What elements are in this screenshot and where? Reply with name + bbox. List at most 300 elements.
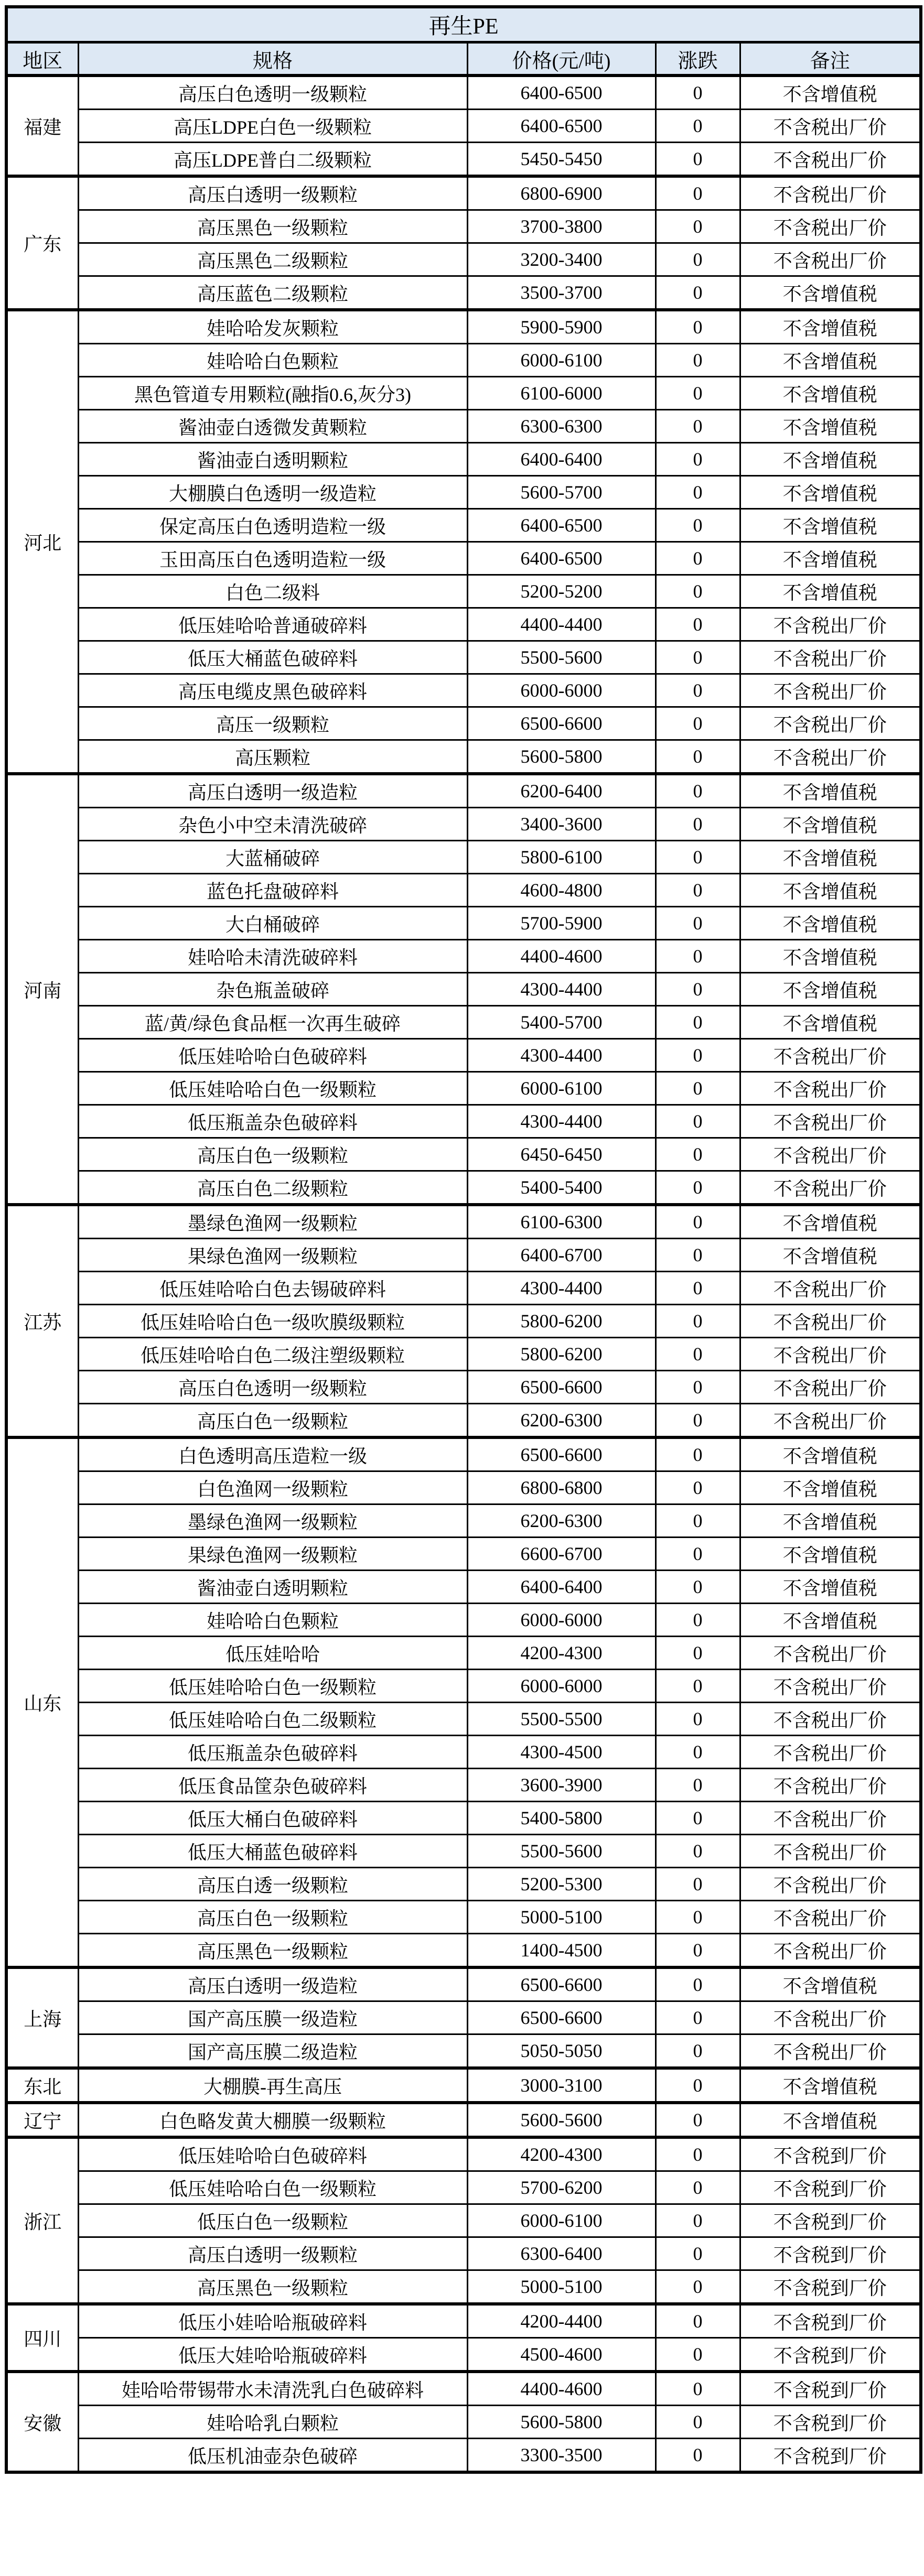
change-cell: 0 [656,608,740,641]
price-cell: 3400-3600 [467,808,656,841]
spec-cell: 酱油壶白透明颗粒 [78,1571,467,1604]
region-name: 福建 [6,75,78,176]
change-cell: 0 [656,740,740,774]
note-cell: 不含税出厂价 [740,1272,921,1305]
price-cell: 6400-6700 [467,1239,656,1272]
price-cell: 6500-6600 [467,1967,656,2001]
table-row [6,509,921,542]
change-cell: 0 [656,344,740,377]
note-cell: 不含增值税 [740,344,921,377]
price-cell: 4200-4300 [467,2137,656,2171]
spec-cell: 高压白透明一级造粒 [78,774,467,808]
column-header-row [6,42,921,76]
change-cell: 0 [656,2338,740,2372]
price-cell: 4200-4300 [467,1637,656,1670]
spec-cell: 低压瓶盖杂色破碎料 [78,1736,467,1769]
change-cell: 0 [656,2068,740,2103]
price-cell: 4300-4400 [467,973,656,1006]
price-cell: 6500-6600 [467,1437,656,1471]
note-cell: 不含税出厂价 [740,1835,921,1868]
price-cell: 3500-3700 [467,276,656,310]
change-cell: 0 [656,1305,740,1338]
price-cell: 6450-6450 [467,1138,656,1171]
price-cell: 4300-4500 [467,1736,656,1769]
note-cell: 不含税到厂价 [740,2372,921,2406]
change-cell: 0 [656,674,740,707]
change-cell: 0 [656,641,740,674]
change-cell: 0 [656,1604,740,1637]
change-cell: 0 [656,110,740,143]
change-cell: 0 [656,1736,740,1769]
spec-cell: 低压食品筐杂色破碎料 [78,1769,467,1802]
table-row [6,2204,921,2237]
note-cell: 不含税出厂价 [740,1105,921,1138]
spec-cell: 高压LDPE白色一级颗粒 [78,110,467,143]
change-cell: 0 [656,143,740,177]
spec-cell: 高压黑色二级颗粒 [78,243,467,276]
change-cell: 0 [656,973,740,1006]
price-cell: 6300-6300 [467,410,656,443]
title-row [6,7,921,42]
table-row [6,1305,921,1338]
price-cell: 4300-4400 [467,1272,656,1305]
price-cell: 3200-3400 [467,243,656,276]
note-cell: 不含税出厂价 [740,1703,921,1736]
table-row [6,2034,921,2069]
table-row [6,1901,921,1934]
note-cell: 不含税出厂价 [740,740,921,774]
price-cell: 3000-3100 [467,2068,656,2103]
table-row [6,1736,921,1769]
note-cell: 不含增值税 [740,841,921,874]
spec-cell: 高压一级颗粒 [78,707,467,740]
col-header-spec: 规格 [78,42,467,76]
table-row [6,641,921,674]
change-cell: 0 [656,1437,740,1471]
price-cell: 6300-6400 [467,2237,656,2270]
price-cell: 5800-6200 [467,1338,656,1371]
price-cell: 5600-5800 [467,740,656,774]
table-row [6,1371,921,1404]
change-cell: 0 [656,1703,740,1736]
note-cell: 不含增值税 [740,75,921,110]
price-cell: 4200-4400 [467,2304,656,2338]
price-cell: 5700-6200 [467,2171,656,2204]
price-cell: 5450-5450 [467,143,656,177]
note-cell: 不含增值税 [740,1967,921,2001]
table-row [6,1338,921,1371]
change-cell: 0 [656,1072,740,1105]
spec-cell: 果绿色渔网一级颗粒 [78,1239,467,1272]
spec-cell: 低压大桶蓝色破碎料 [78,1835,467,1868]
change-cell: 0 [656,509,740,542]
spec-cell: 白色渔网一级颗粒 [78,1471,467,1505]
change-cell: 0 [656,410,740,443]
spec-cell: 杂色小中空未清洗破碎 [78,808,467,841]
price-cell: 6000-6000 [467,1670,656,1703]
price-cell: 5200-5200 [467,575,656,608]
price-cell: 4400-4400 [467,608,656,641]
table-row [6,1205,921,1239]
change-cell: 0 [656,1105,740,1138]
price-cell: 6000-6000 [467,674,656,707]
change-cell: 0 [656,1505,740,1538]
note-cell: 不含税出厂价 [740,1736,921,1769]
change-cell: 0 [656,808,740,841]
note-cell: 不含税出厂价 [740,1637,921,1670]
change-cell: 0 [656,1371,740,1404]
spec-cell: 高压LDPE普白二级颗粒 [78,143,467,177]
table-row [6,476,921,509]
change-cell: 0 [656,2034,740,2069]
change-cell: 0 [656,377,740,410]
table-row [6,2171,921,2204]
note-cell: 不含增值税 [740,575,921,608]
note-cell: 不含税到厂价 [740,2338,921,2372]
price-table-body [6,75,921,2472]
price-table [5,5,922,2474]
spec-cell: 白色二级料 [78,575,467,608]
note-cell: 不含税到厂价 [740,2204,921,2237]
table-row [6,377,921,410]
region-name: 浙江 [6,2137,78,2304]
spec-cell: 大棚膜-再生高压 [78,2068,467,2103]
note-cell: 不含增值税 [740,542,921,575]
table-row [6,1967,921,2001]
change-cell: 0 [656,2304,740,2338]
note-cell: 不含增值税 [740,1205,921,1239]
spec-cell: 国产高压膜二级造粒 [78,2034,467,2069]
price-cell: 6000-6000 [467,1604,656,1637]
table-row [6,1538,921,1571]
spec-cell: 低压白色一级颗粒 [78,2204,467,2237]
table-row [6,1138,921,1171]
note-cell: 不含税出厂价 [740,1039,921,1072]
spec-cell: 低压娃哈哈白色破碎料 [78,1039,467,1072]
change-cell: 0 [656,310,740,344]
note-cell: 不含税到厂价 [740,2439,921,2473]
table-row [6,1703,921,1736]
table-row [6,1769,921,1802]
note-cell: 不含税到厂价 [740,2270,921,2304]
spec-cell: 娃哈哈白色颗粒 [78,344,467,377]
change-cell: 0 [656,1039,740,1072]
table-row [6,2372,921,2406]
note-cell: 不含增值税 [740,443,921,476]
region-name: 河北 [6,310,78,774]
change-cell: 0 [656,1967,740,2001]
spec-cell: 高压白色一级颗粒 [78,1404,467,1438]
table-title: 再生PE [6,7,921,42]
change-cell: 0 [656,2270,740,2304]
change-cell: 0 [656,476,740,509]
spec-cell: 娃哈哈白色颗粒 [78,1604,467,1637]
spec-cell: 低压机油壶杂色破碎 [78,2439,467,2473]
change-cell: 0 [656,907,740,940]
spec-cell: 低压瓶盖杂色破碎料 [78,1105,467,1138]
table-row [6,176,921,210]
change-cell: 0 [656,542,740,575]
spec-cell: 高压白色一级颗粒 [78,1138,467,1171]
spec-cell: 低压娃哈哈白色破碎料 [78,2137,467,2171]
note-cell: 不含税出厂价 [740,1802,921,1835]
change-cell: 0 [656,276,740,310]
table-row [6,707,921,740]
note-cell: 不含增值税 [740,1239,921,1272]
price-cell: 6000-6100 [467,2204,656,2237]
change-cell: 0 [656,1338,740,1371]
note-cell: 不含增值税 [740,1604,921,1637]
spec-cell: 白色略发黄大棚膜一级颗粒 [78,2103,467,2137]
change-cell: 0 [656,243,740,276]
note-cell: 不含税出厂价 [740,1171,921,1205]
table-row [6,2338,921,2372]
table-row [6,1272,921,1305]
price-cell: 5800-6100 [467,841,656,874]
price-cell: 5900-5900 [467,310,656,344]
price-cell: 4300-4400 [467,1105,656,1138]
table-row [6,608,921,641]
table-row [6,1802,921,1835]
note-cell: 不含税出厂价 [740,143,921,177]
note-cell: 不含税出厂价 [740,1371,921,1404]
spec-cell: 白色透明高压造粒一级 [78,1437,467,1471]
price-cell: 5400-5700 [467,1006,656,1039]
note-cell: 不含税到厂价 [740,2237,921,2270]
change-cell: 0 [656,176,740,210]
note-cell: 不含增值税 [740,476,921,509]
spec-cell: 娃哈哈未清洗破碎料 [78,940,467,973]
spec-cell: 高压黑色一级颗粒 [78,210,467,243]
region-name: 广东 [6,176,78,310]
table-row [6,542,921,575]
note-cell: 不含税出厂价 [740,641,921,674]
table-row [6,310,921,344]
change-cell: 0 [656,1171,740,1205]
table-row [6,2304,921,2338]
region-name: 东北 [6,2068,78,2103]
spec-cell: 高压黑色一级颗粒 [78,2270,467,2304]
table-row [6,110,921,143]
table-row [6,2270,921,2304]
col-header-price: 价格(元/吨) [467,42,656,76]
table-row [6,808,921,841]
price-cell: 4400-4600 [467,940,656,973]
table-row [6,243,921,276]
change-cell: 0 [656,443,740,476]
price-cell: 5600-5700 [467,476,656,509]
price-cell: 6200-6400 [467,774,656,808]
price-cell: 5800-6200 [467,1305,656,1338]
price-cell: 5500-5600 [467,1835,656,1868]
spec-cell: 墨绿色渔网一级颗粒 [78,1505,467,1538]
note-cell: 不含增值税 [740,509,921,542]
note-cell: 不含税出厂价 [740,1305,921,1338]
change-cell: 0 [656,1868,740,1901]
note-cell: 不含增值税 [740,907,921,940]
table-row [6,874,921,907]
change-cell: 0 [656,2103,740,2137]
price-cell: 5000-5100 [467,1901,656,1934]
table-row [6,276,921,310]
price-cell: 6000-6100 [467,1072,656,1105]
table-row [6,1670,921,1703]
spec-cell: 酱油壶白透微发黄颗粒 [78,410,467,443]
note-cell: 不含税出厂价 [740,110,921,143]
change-cell: 0 [656,1205,740,1239]
spec-cell: 果绿色渔网一级颗粒 [78,1538,467,1571]
table-row [6,1604,921,1637]
spec-cell: 娃哈哈发灰颗粒 [78,310,467,344]
table-row [6,973,921,1006]
note-cell: 不含税出厂价 [740,2034,921,2069]
note-cell: 不含税出厂价 [740,1901,921,1934]
note-cell: 不含增值税 [740,940,921,973]
note-cell: 不含增值税 [740,973,921,1006]
region-name: 河南 [6,774,78,1205]
col-header-note: 备注 [740,42,921,76]
price-cell: 5200-5300 [467,1868,656,1901]
region-name: 四川 [6,2304,78,2372]
table-row [6,443,921,476]
spec-cell: 娃哈哈带锡带水未清洗乳白色破碎料 [78,2372,467,2406]
spec-cell: 玉田高压白色透明造粒一级 [78,542,467,575]
note-cell: 不含增值税 [740,1006,921,1039]
price-cell: 5700-5900 [467,907,656,940]
spec-cell: 大白桶破碎 [78,907,467,940]
change-cell: 0 [656,1934,740,1968]
note-cell: 不含税出厂价 [740,1404,921,1438]
change-cell: 0 [656,1471,740,1505]
price-cell: 6400-6500 [467,110,656,143]
spec-cell: 高压白色二级颗粒 [78,1171,467,1205]
table-row [6,1239,921,1272]
table-row [6,740,921,774]
table-row [6,1404,921,1438]
table-row [6,2068,921,2103]
price-cell: 6400-6500 [467,509,656,542]
spec-cell: 高压白透明一级颗粒 [78,176,467,210]
spec-cell: 低压娃哈哈白色二级注塑级颗粒 [78,1338,467,1371]
price-cell: 4500-4600 [467,2338,656,2372]
price-cell: 5050-5050 [467,2034,656,2069]
spec-cell: 低压小娃哈哈瓶破碎料 [78,2304,467,2338]
note-cell: 不含税到厂价 [740,2137,921,2171]
region-name: 山东 [6,1437,78,1967]
table-row [6,210,921,243]
spec-cell: 低压娃哈哈白色一级吹膜级颗粒 [78,1305,467,1338]
spec-cell: 大棚膜白色透明一级造粒 [78,476,467,509]
spec-cell: 国产高压膜一级造粒 [78,2001,467,2034]
spec-cell: 高压白色透明一级颗粒 [78,1371,467,1404]
table-row [6,75,921,110]
note-cell: 不含税出厂价 [740,210,921,243]
table-row [6,1868,921,1901]
spec-cell: 低压娃哈哈白色一级颗粒 [78,2171,467,2204]
note-cell: 不含税出厂价 [740,1868,921,1901]
price-cell: 6500-6600 [467,1371,656,1404]
price-cell: 1400-4500 [467,1934,656,1968]
change-cell: 0 [656,75,740,110]
table-row [6,1505,921,1538]
table-row [6,1171,921,1205]
note-cell: 不含税出厂价 [740,608,921,641]
table-row [6,1835,921,1868]
table-row [6,1039,921,1072]
spec-cell: 低压娃哈哈白色二级颗粒 [78,1703,467,1736]
change-cell: 0 [656,2372,740,2406]
change-cell: 0 [656,1006,740,1039]
note-cell: 不含税到厂价 [740,2406,921,2439]
col-header-change: 涨跌 [656,42,740,76]
change-cell: 0 [656,1901,740,1934]
price-cell: 6400-6500 [467,75,656,110]
table-row [6,143,921,177]
change-cell: 0 [656,1802,740,1835]
note-cell: 不含税出厂价 [740,1138,921,1171]
spec-cell: 杂色瓶盖破碎 [78,973,467,1006]
price-cell: 6600-6700 [467,1538,656,1571]
table-row [6,1437,921,1471]
note-cell: 不含税出厂价 [740,1072,921,1105]
change-cell: 0 [656,1404,740,1438]
change-cell: 0 [656,2171,740,2204]
spec-cell: 高压电缆皮黑色破碎料 [78,674,467,707]
change-cell: 0 [656,1835,740,1868]
spec-cell: 低压大桶白色破碎料 [78,1802,467,1835]
change-cell: 0 [656,707,740,740]
price-cell: 6100-6000 [467,377,656,410]
table-row [6,907,921,940]
note-cell: 不含增值税 [740,1471,921,1505]
change-cell: 0 [656,210,740,243]
note-cell: 不含增值税 [740,410,921,443]
note-cell: 不含税出厂价 [740,1934,921,1968]
note-cell: 不含税出厂价 [740,176,921,210]
table-row [6,841,921,874]
spec-cell: 高压颗粒 [78,740,467,774]
price-cell: 6500-6600 [467,2001,656,2034]
price-cell: 4600-4800 [467,874,656,907]
price-cell: 5500-5500 [467,1703,656,1736]
change-cell: 0 [656,1637,740,1670]
change-cell: 0 [656,2406,740,2439]
table-row [6,2439,921,2473]
change-cell: 0 [656,774,740,808]
change-cell: 0 [656,1769,740,1802]
price-cell: 5400-5800 [467,1802,656,1835]
note-cell: 不含税出厂价 [740,1338,921,1371]
price-cell: 6400-6400 [467,1571,656,1604]
change-cell: 0 [656,841,740,874]
table-row [6,2137,921,2171]
note-cell: 不含税出厂价 [740,1670,921,1703]
change-cell: 0 [656,874,740,907]
change-cell: 0 [656,1272,740,1305]
note-cell: 不含税出厂价 [740,674,921,707]
spec-cell: 低压娃哈哈普通破碎料 [78,608,467,641]
table-row [6,1006,921,1039]
table-row [6,2237,921,2270]
table-row [6,1072,921,1105]
note-cell: 不含税出厂价 [740,243,921,276]
note-cell: 不含增值税 [740,774,921,808]
spec-cell: 高压黑色一级颗粒 [78,1934,467,1968]
price-cell: 6400-6500 [467,542,656,575]
spec-cell: 低压娃哈哈白色一级颗粒 [78,1670,467,1703]
spec-cell: 低压娃哈哈白色去锡破碎料 [78,1272,467,1305]
table-row [6,575,921,608]
